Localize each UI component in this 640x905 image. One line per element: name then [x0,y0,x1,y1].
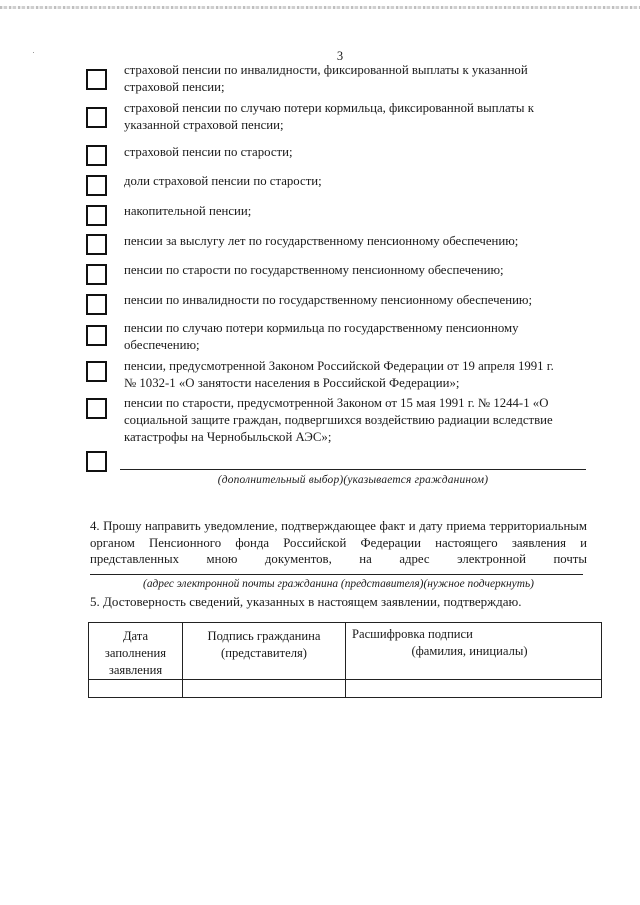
signature-cell[interactable] [183,680,346,698]
page-number: 3 [336,49,344,63]
checklist-item-text: страховой пенсии по инвалидности, фиксированной выплаты к указанной страховой пенсии; [124,63,528,94]
checkbox[interactable] [86,145,107,166]
checklist-item-text: пенсии по старости по государственному пенсионному обеспечению; [124,263,504,277]
date-column-header: Дата заполнения заявления [89,623,183,680]
checklist-item-text: пенсии, предусмотренной Законом Российской Федерации от 19 апреля 1991 г. № 1032-1 «О занятости населения в Российской Федерации»; [124,359,554,390]
notification-request-paragraph: 4. Прошу направить уведомление, подтверждающее факт и дату приема территориальным органом Пенсионного фонда Российской Федерации настоящего заявления и представленных мною документов, на адрес электронной почты [90,519,587,567]
checklist-item-text: страховой пенсии по старости; [124,145,293,159]
checkbox[interactable] [86,175,107,196]
checklist-item-text: пенсии по старости, предусмотренной Законом от 15 мая 1991 г. № 1244-1 «О социальной защите граждан, подвергшихся воздействию радиации вследствие катастрофы на Чернобыльской АЭС»; [124,396,553,444]
checkbox[interactable] [86,107,107,128]
checklist-item-text: пенсии по случаю потери кормильца по государственному пенсионному обеспечению; [124,321,519,352]
signature-table [88,622,602,698]
checkbox[interactable] [86,451,107,472]
checkbox[interactable] [86,325,107,346]
date-cell[interactable] [89,680,183,698]
email-address-field[interactable] [90,574,583,575]
additional-choice-caption: (дополнительный выбор)(указывается гражданином) [217,474,489,486]
signature-table-header [89,623,602,680]
checkbox[interactable] [86,264,107,285]
checklist-item-text: пенсии по инвалидности по государственному пенсионному обеспечению; [124,293,533,307]
signature-column-header: Подпись гражданина (представителя) [183,623,346,680]
email-address-caption: (адрес электронной почты гражданина (представителя)(нужное подчеркнуть) [143,578,534,590]
checkbox[interactable] [86,205,107,226]
checkbox[interactable] [86,234,107,255]
checklist-item-text: страховой пенсии по случаю потери кормильца, фиксированной выплаты к указанной страховой пенсии; [124,101,534,132]
checkbox[interactable] [86,398,107,419]
checkbox[interactable] [86,361,107,382]
checkbox[interactable] [86,294,107,315]
additional-choice-field[interactable] [120,469,586,470]
signature-table-row [89,680,602,698]
checklist-item-text: пенсии за выслугу лет по государственному пенсионному обеспечению; [124,234,519,248]
checkbox[interactable] [86,69,107,90]
checklist-item-text: доли страховой пенсии по старости; [124,174,322,188]
signature-decoding-cell[interactable] [346,680,602,698]
checklist-item-text: накопительной пенсии; [124,204,252,218]
confirmation-statement: 5. Достоверность сведений, указанных в настоящем заявлении, подтверждаю. [90,594,522,609]
signature-decoding-column-header: Расшифровка подписи (фамилия, инициалы) [346,623,602,680]
